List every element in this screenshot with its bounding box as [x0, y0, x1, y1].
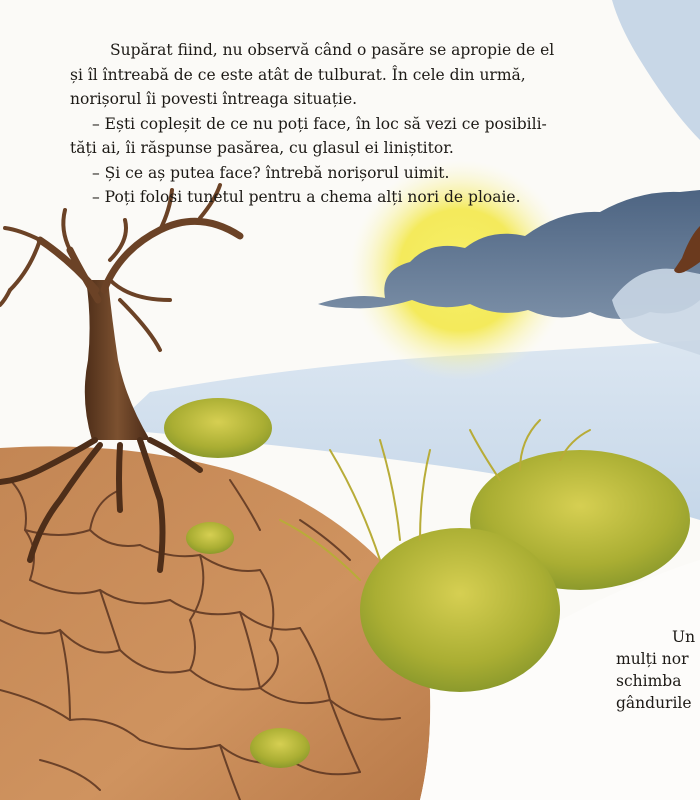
fragment-line-4: gândurile	[616, 694, 692, 712]
next-page-fragment	[616, 626, 700, 714]
dialogue-line-3: – Poți folosi tunetul pentru a chema alți nori de ploaie.	[92, 188, 521, 206]
fragment-line-1: Un	[672, 628, 696, 646]
grass-bush-front	[360, 528, 560, 692]
dialogue-line-1: – Ești copleșit de ce nu poți face, în loc să vezi ce posibili-	[92, 114, 547, 133]
dialogue-line-2: – Și ce aș putea face? întrebă norișorul uimit.	[92, 163, 450, 182]
sky-wash-top-right	[612, 0, 700, 140]
grass-tuft-small-back	[164, 398, 272, 458]
grass-tuft-small-center	[186, 522, 234, 554]
dialogue-line-1-continued: tăți ai, îi răspunse pasărea, cu glasul ei liniștitor.	[70, 139, 454, 157]
fragment-line-3: schimba	[616, 672, 682, 690]
story-paragraph: Supărat fiind, nu observă când o pasăre se apropie de el și îl întreabă de ce este atât de tulburat. În cele din urmă, norișorul îi povesti întreaga situație.	[70, 41, 555, 108]
grass-tuft-bottom	[250, 728, 310, 768]
story-text	[70, 38, 560, 210]
fragment-line-2: mulți nor	[616, 650, 689, 668]
